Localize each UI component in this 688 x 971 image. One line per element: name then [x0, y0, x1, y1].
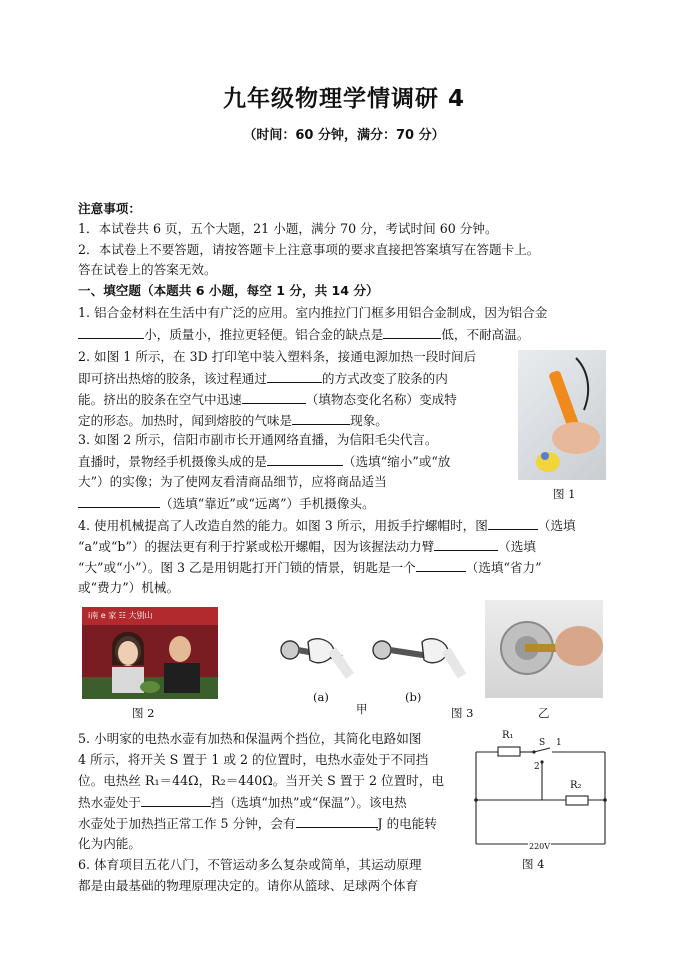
notes-item-2-cont: 答在试卷上的答案无效。 [78, 262, 217, 277]
answer-blank[interactable] [434, 536, 498, 551]
exam-info: （时间：60 分钟，满分：70 分） [243, 128, 445, 143]
q3-line-1: 3. 如图 2 所示，信阳市副市长开通网络直播，为信阳毛尖代言。 [78, 432, 438, 447]
q2-line-4: 定的形态。加热时，闻到熔胶的气味是 现象。 [78, 410, 388, 431]
answer-blank[interactable] [383, 324, 441, 339]
figure-1-caption: 图 1 [553, 487, 576, 501]
q4-line-2: “a”或“b”）的握法更有利于拧紧或松开螺帽，因为该握法动力臂 （选填 [78, 536, 536, 557]
figure-4-circuit [470, 728, 620, 854]
resistor-r1 [498, 747, 520, 756]
q2-line-3: 能。挤出的胶条在空气中迅速 （填物态变化名称）变成特 [78, 389, 457, 410]
answer-blank[interactable] [141, 792, 211, 807]
figure-1-photo [518, 350, 606, 480]
figure-3-caption: 图 3 [451, 706, 474, 720]
figure-4-caption: 图 4 [522, 857, 545, 871]
q5-line-6: 化为内能。 [78, 836, 141, 851]
figure-3-wrench-diagram [272, 620, 468, 690]
q3-line-3: 大”）的实像；为了使网友看清商品细节，应将商品适当 [78, 474, 387, 489]
q3-line-4: （选填“靠近”或“远离”）手机摄像头。 [78, 493, 375, 514]
answer-blank[interactable] [78, 493, 160, 508]
q6-line-2: 都是由最基础的物理原理决定的。请你从篮球、足球两个体育 [78, 878, 419, 893]
q4-line-1: 4. 使用机械提高了人改造自然的能力。如图 3 所示，用扳手拧螺帽时，图 （选填 [78, 515, 576, 536]
label-voltage: 220V [529, 842, 551, 851]
q5-line-2: 4 所示，将开关 S 置于 1 或 2 的位置时，电热水壶处于不同挡 [78, 752, 429, 767]
banner-text: i南 e 家 ☷ 大别山 [82, 607, 218, 625]
answer-blank[interactable] [78, 324, 144, 339]
q6-line-1: 6. 体育项目五花八门，不管运动多么复杂或简单，其运动原理 [78, 857, 422, 872]
figure-3b-label: (b) [405, 690, 422, 704]
notes-heading: 注意事项： [78, 201, 141, 216]
answer-blank[interactable] [242, 389, 306, 404]
answer-blank[interactable] [488, 515, 538, 530]
q4-line-4: 或“费力”）机械。 [78, 580, 180, 595]
answer-blank[interactable] [416, 557, 466, 572]
answer-blank[interactable] [267, 451, 343, 466]
q2-line-1: 2. 如图 1 所示，在 3D 打印笔中装入塑料条，接通电源加热一段时间后 [78, 349, 477, 364]
q2-line-2: 即可挤出热熔的胶条，该过程通过 的方式改变了胶条的内 [78, 368, 448, 389]
q5-line-1: 5. 小明家的电热水壶有加热和保温两个挡位，其简化电路如图 [78, 731, 422, 746]
label-switch-s: S [539, 738, 546, 748]
label-position-2: 2 [534, 762, 540, 772]
q5-line-5: 水壶处于加热挡正常工作 5 分钟，会有 J 的电能转 [78, 813, 437, 834]
q3-line-2: 直播时，景物经手机摄像头成的是 （选填“缩小”或“放 [78, 451, 450, 472]
label-r2: R₂ [570, 780, 582, 791]
resistor-r2 [566, 796, 588, 805]
figure-3-yi-label: 乙 [538, 706, 550, 720]
notes-item-1: 1．本试卷共 6 页，五个大题，21 小题，满分 70 分，考试时间 60 分钟。 [78, 221, 498, 236]
figure-3a-label: (a) [313, 690, 329, 704]
label-position-1: 1 [556, 738, 562, 748]
q5-line-4: 热水壶处于 挡（选填“加热”或“保温”）。该电热 [78, 792, 407, 813]
figure-3-key-photo [485, 600, 603, 698]
section-1-heading: 一、填空题（本题共 6 小题，每空 1 分，共 14 分） [78, 283, 379, 298]
q4-line-3: “大”或“小”）。图 3 乙是用钥匙打开门锁的情景，钥匙是一个 （选填“省力” [78, 557, 542, 578]
notes-item-2: 2．本试卷上不要答题，请按答题卡上注意事项的要求直接把答案填写在答题卡上。 [78, 242, 540, 257]
answer-blank[interactable] [292, 410, 350, 425]
label-r1: R₁ [502, 730, 514, 741]
answer-blank[interactable] [296, 813, 378, 828]
q1-line-2: 小，质量小，推拉更轻便。铝合金的缺点是 低，不耐高温。 [78, 324, 529, 345]
page-title: 九年级物理学情调研 4 [222, 86, 465, 112]
figure-2-caption: 图 2 [132, 706, 155, 720]
figure-3-jia-label: 甲 [356, 702, 368, 716]
figure-2-photo [82, 607, 218, 699]
answer-blank[interactable] [267, 368, 322, 383]
q5-line-3: 位。电热丝 R₁＝44Ω，R₂＝440Ω。当开关 S 置于 2 位置时，电 [78, 773, 444, 788]
q1-line-1: 1. 铝合金材料在生活中有广泛的应用。室内推拉门门框多用铝合金制成，因为铝合金 [78, 305, 548, 320]
